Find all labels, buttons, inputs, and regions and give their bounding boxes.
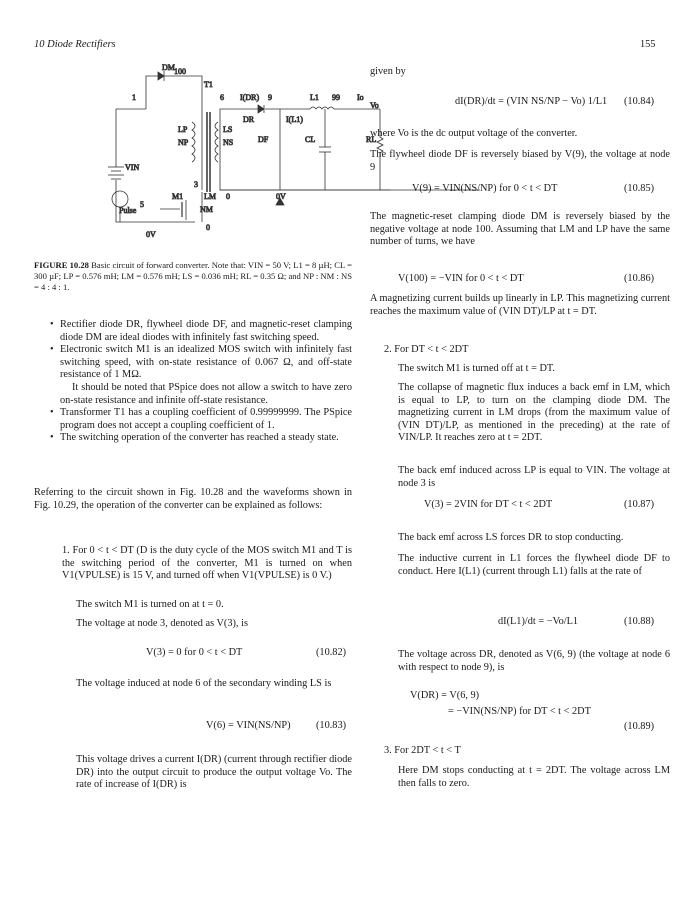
note-paragraph: It should be noted that PSpice does not allow a switch to have zero on-state resistance and infinite off-state resistance. [60, 381, 352, 406]
paragraph: The voltage at node 3, denoted as V(3), is [76, 618, 248, 629]
label-ls: LS [223, 125, 233, 134]
label-0v-bottom: 0V [146, 230, 156, 239]
equation-10-85: V(9) = VIN(NS/NP) for 0 < t < DT [412, 183, 558, 194]
label-vin: VIN [125, 163, 140, 172]
label-nm: NM [200, 205, 213, 214]
secondary-coil-icon [215, 122, 218, 162]
equation-number: (10.87) [624, 499, 655, 510]
label-pulse: Pulse [119, 206, 137, 215]
paragraph: The magnetic-reset clamping diode DM is reversely biased by the negative voltage at node 100. Assuming that LM and LP have the same number of turns, we have [370, 211, 670, 248]
diode-dm-icon [158, 72, 164, 80]
step-1: 1. For 0 < t < DT (D is the duty cycle of the MOS switch M1 and T is the switching period of the converter, M1 is turned on when V1(VPULSE) is 15 V, and turned off when V1(VPULSE) is 0 V.) [62, 545, 352, 582]
equation-10-83: V(6) = VIN(NS/NP) [206, 720, 291, 731]
list-item: • Electronic switch M1 is an idealized MOS switch with infinitely fast switching speed, with on-state resistance of 0.067 Ω, and off-state resistance of 1 MΩ. [60, 344, 352, 382]
label-t1: T1 [204, 80, 213, 89]
equation-10-87: V(3) = 2VIN for DT < t < 2DT [424, 499, 553, 510]
inductor-l1-icon [280, 107, 380, 109]
paragraph: The flywheel diode DF is reversely biased by V(9), the voltage at node 9 [370, 149, 670, 173]
list-item: • The switching operation of the converter has reached a steady state. [60, 432, 352, 445]
label-node-100: 100 [174, 67, 186, 76]
equation-10-82: V(3) = 0 for 0 < t < DT [146, 647, 243, 658]
label-node-1: 1 [132, 93, 136, 102]
paragraph: The back emf induced across LP is equal to VIN. The voltage at node 3 is [398, 465, 670, 489]
label-io: Io [357, 93, 364, 102]
label-dr: DR [243, 115, 255, 124]
paragraph: The voltage induced at node 6 of the secondary winding LS is [76, 678, 332, 689]
label-node-99: 99 [332, 93, 340, 102]
equation-number: (10.85) [624, 183, 655, 194]
pulse-source-icon [112, 191, 128, 207]
paragraph: The voltage across DR, denoted as V(6, 9) (the voltage at node 6 with respect to node 9), is [398, 649, 670, 673]
diode-dr-icon [258, 105, 264, 113]
paragraph: The inductive current in L1 forces the flywheel diode DF to conduct. Here I(L1) (current through L1) falls at the rate of [398, 553, 670, 577]
step-2: 2. For DT < t < 2DT [384, 344, 469, 355]
equation-10-84: dI(DR)/dt = (VIN NS/NP − Vo) 1/L1 [455, 96, 608, 107]
label-np: NP [178, 138, 189, 147]
label-dm: DM [162, 63, 175, 72]
wire-dm [116, 76, 202, 109]
equation-10-88: dI(L1)/dt = −Vo/L1 [498, 616, 579, 627]
step-3: 3. For 2DT < t < T [384, 745, 461, 756]
equation-number: (10.86) [624, 273, 655, 284]
equation-number: (10.84) [624, 96, 655, 107]
equation-10-86: V(100) = −VIN for 0 < t < DT [398, 273, 524, 284]
equation-number: (10.82) [316, 647, 347, 658]
paragraph: where Vo is the dc output voltage of the converter. [370, 128, 578, 139]
label-node-5: 5 [140, 200, 144, 209]
paragraph: The switch M1 is turned on at t = 0. [76, 599, 224, 610]
label-cl: CL [305, 135, 316, 144]
paragraph: The collapse of magnetic flux induces a back emf in LM, which is equal to LP, to turn on the clamping diode DM. The magnetizing current in LM drops (from the maximum value of (VIN DT)/LP, as mentioned in the preceding) at the rate of VIN/LP. It reaches zero at t = 2DT. [398, 382, 670, 444]
assumption-list [60, 319, 352, 445]
paragraph: Here DM stops conducting at t = 2DT. The voltage across LM then falls to zero. [398, 765, 670, 789]
label-node-3: 3 [194, 180, 198, 189]
label-il1: I(L1) [286, 115, 303, 124]
label-m1: M1 [172, 192, 184, 201]
list-item: • Transformer T1 has a coupling coefficient of 0.99999999. The PSpice program does not accept a coupling coefficient of 1. [60, 407, 352, 432]
label-lp: LP [178, 125, 188, 134]
label-df: DF [258, 135, 269, 144]
list-item: • Rectifier diode DR, flywheel diode DF, and magnetic-reset clamping diode DM are ideal diodes with infinitely fast switching speed. [60, 319, 352, 344]
label-rl: RL [366, 135, 377, 144]
equation-10-89-line2: = −VIN(NS/NP) for DT < t < 2DT [448, 706, 591, 717]
equation-number: (10.83) [316, 720, 347, 731]
label-node-0: 0 [226, 192, 230, 201]
paragraph: The switch M1 is turned off at t = DT. [398, 363, 555, 374]
primary-coil-icon [192, 122, 195, 162]
label-lm: LM [204, 192, 216, 201]
intro-paragraph: Referring to the circuit shown in Fig. 10.28 and the waveforms shown in Fig. 10.29, the operation of the converter can be explained as follows: [34, 487, 352, 511]
paragraph: given by [370, 66, 406, 77]
label-node-9: 9 [268, 93, 272, 102]
label-node-6: 6 [220, 93, 224, 102]
figure-caption-label: FIGURE 10.28 [34, 260, 89, 270]
label-0v: 0V [276, 192, 286, 201]
equation-number: (10.89) [624, 721, 655, 732]
paragraph: This voltage drives a current I(DR) (current through rectifier diode DR) into the output circuit to produce the output voltage Vo. The rate of increase of I(DR) is [76, 754, 352, 791]
running-header-chapter: 10 Diode Rectifiers [34, 39, 116, 50]
page-number: 155 [640, 39, 656, 50]
paragraph: A magnetizing current builds up linearly in LP. This magnetizing current reaches the maximum value of (VIN DT)/LP at t = DT. [370, 293, 670, 317]
equation-number: (10.88) [624, 616, 655, 627]
label-l1: L1 [310, 93, 319, 102]
label-idr: I(DR) [240, 93, 260, 102]
figure-caption [34, 260, 352, 293]
label-node-0-bottom: 0 [206, 223, 210, 232]
label-vo: Vo [370, 101, 379, 110]
label-ns: NS [223, 138, 234, 147]
figure-caption-text: Basic circuit of forward converter. Note that: VIN = 50 V; L1 = 8 µH; CL = 300 µF; LP = 0.576 mH; LM = 0.576 mH; LS = 0.036 mH; RL = 0.35 Ω; and NP : NM : NS = 4 : 4 : 1. [34, 260, 352, 292]
equation-10-89-line1: V(DR) = V(6, 9) [410, 690, 480, 701]
forward-converter-circuit [100, 62, 379, 252]
paragraph: The back emf across LS forces DR to stop conducting. [398, 532, 624, 543]
